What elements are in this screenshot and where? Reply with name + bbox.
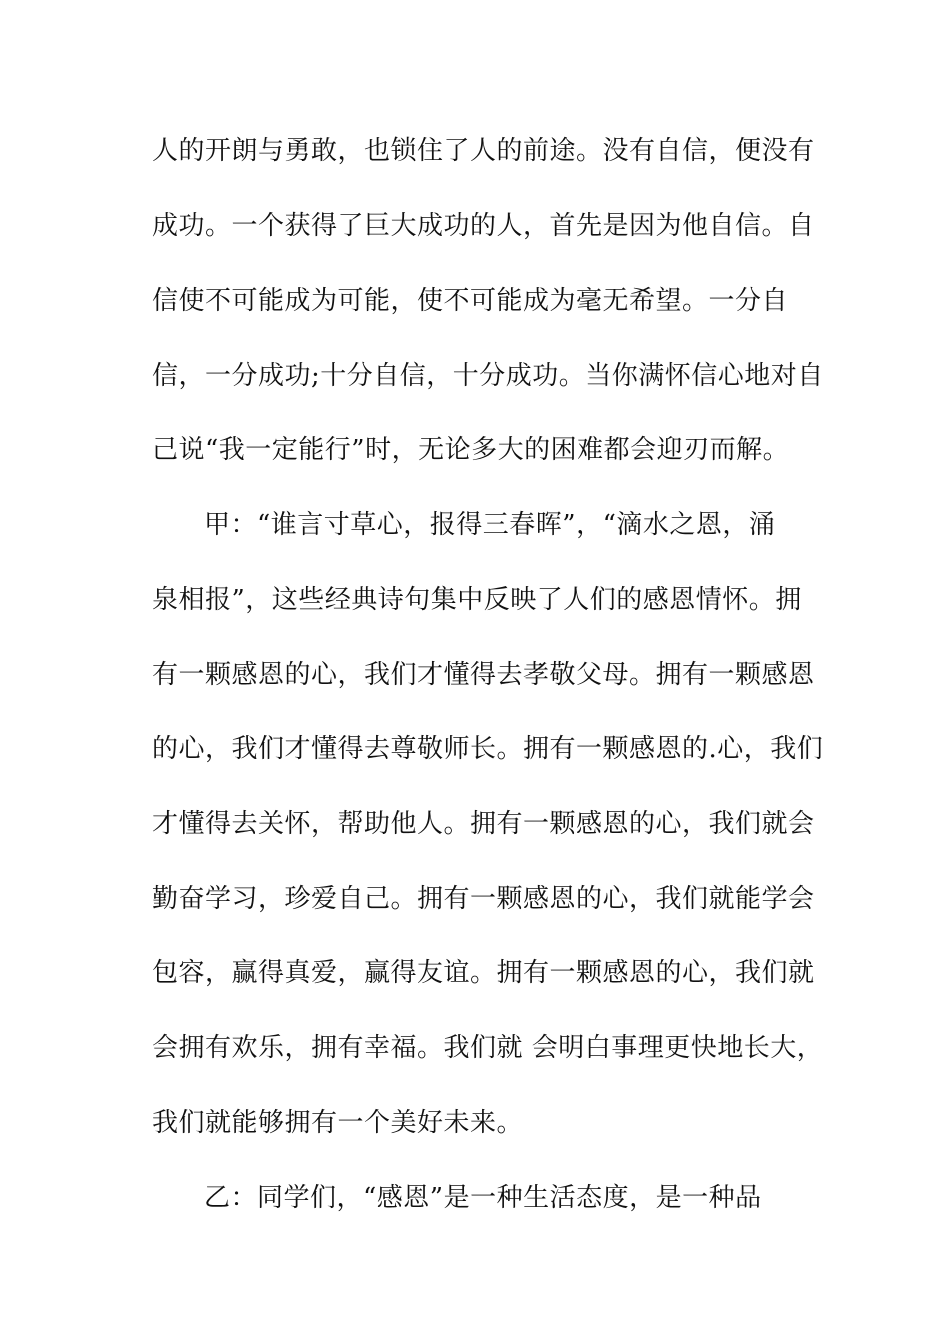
paragraph-start-line: 乙：同学们，“感恩”是一种生活态度，是一种品 xyxy=(204,1183,762,1213)
text-line: 的心，我们才懂得去尊敬师长。拥有一颗感恩的.心，我们 xyxy=(152,734,824,764)
text-line: 人的开朗与勇敢，也锁住了人的前途。没有自信，便没有 xyxy=(152,136,815,166)
text-line: 我们就能够拥有一个美好未来。 xyxy=(152,1108,524,1138)
paragraph-start-line: 甲：“谁言寸草心，报得三春晖”，“滴水之恩，涌 xyxy=(204,510,776,540)
text-line: 信，一分成功;十分自信，十分成功。当你满怀信心地对自 xyxy=(152,361,824,391)
text-line: 泉相报”，这些经典诗句集中反映了人们的感恩情怀。拥 xyxy=(152,585,802,615)
text-line: 会拥有欢乐，拥有幸福。我们就 会明白事理更快地长大， xyxy=(152,1033,824,1063)
text-line: 有一颗感恩的心，我们才懂得去孝敬父母。拥有一颗感恩 xyxy=(152,660,815,690)
text-line: 己说“我一定能行”时，无论多大的困难都会迎刃而解。 xyxy=(152,435,790,465)
text-line: 包容，赢得真爱，赢得友谊。拥有一颗感恩的心，我们就 xyxy=(152,958,815,988)
text-line: 信使不可能成为可能，使不可能成为毫无希望。一分自 xyxy=(152,286,789,316)
text-line: 勤奋学习，珍爱自己。拥有一颗感恩的心，我们就能学会 xyxy=(152,884,815,914)
text-line: 才懂得去关怀，帮助他人。拥有一颗感恩的心，我们就会 xyxy=(152,809,815,839)
text-line: 成功。一个获得了巨大成功的人，首先是因为他自信。自 xyxy=(152,211,815,241)
